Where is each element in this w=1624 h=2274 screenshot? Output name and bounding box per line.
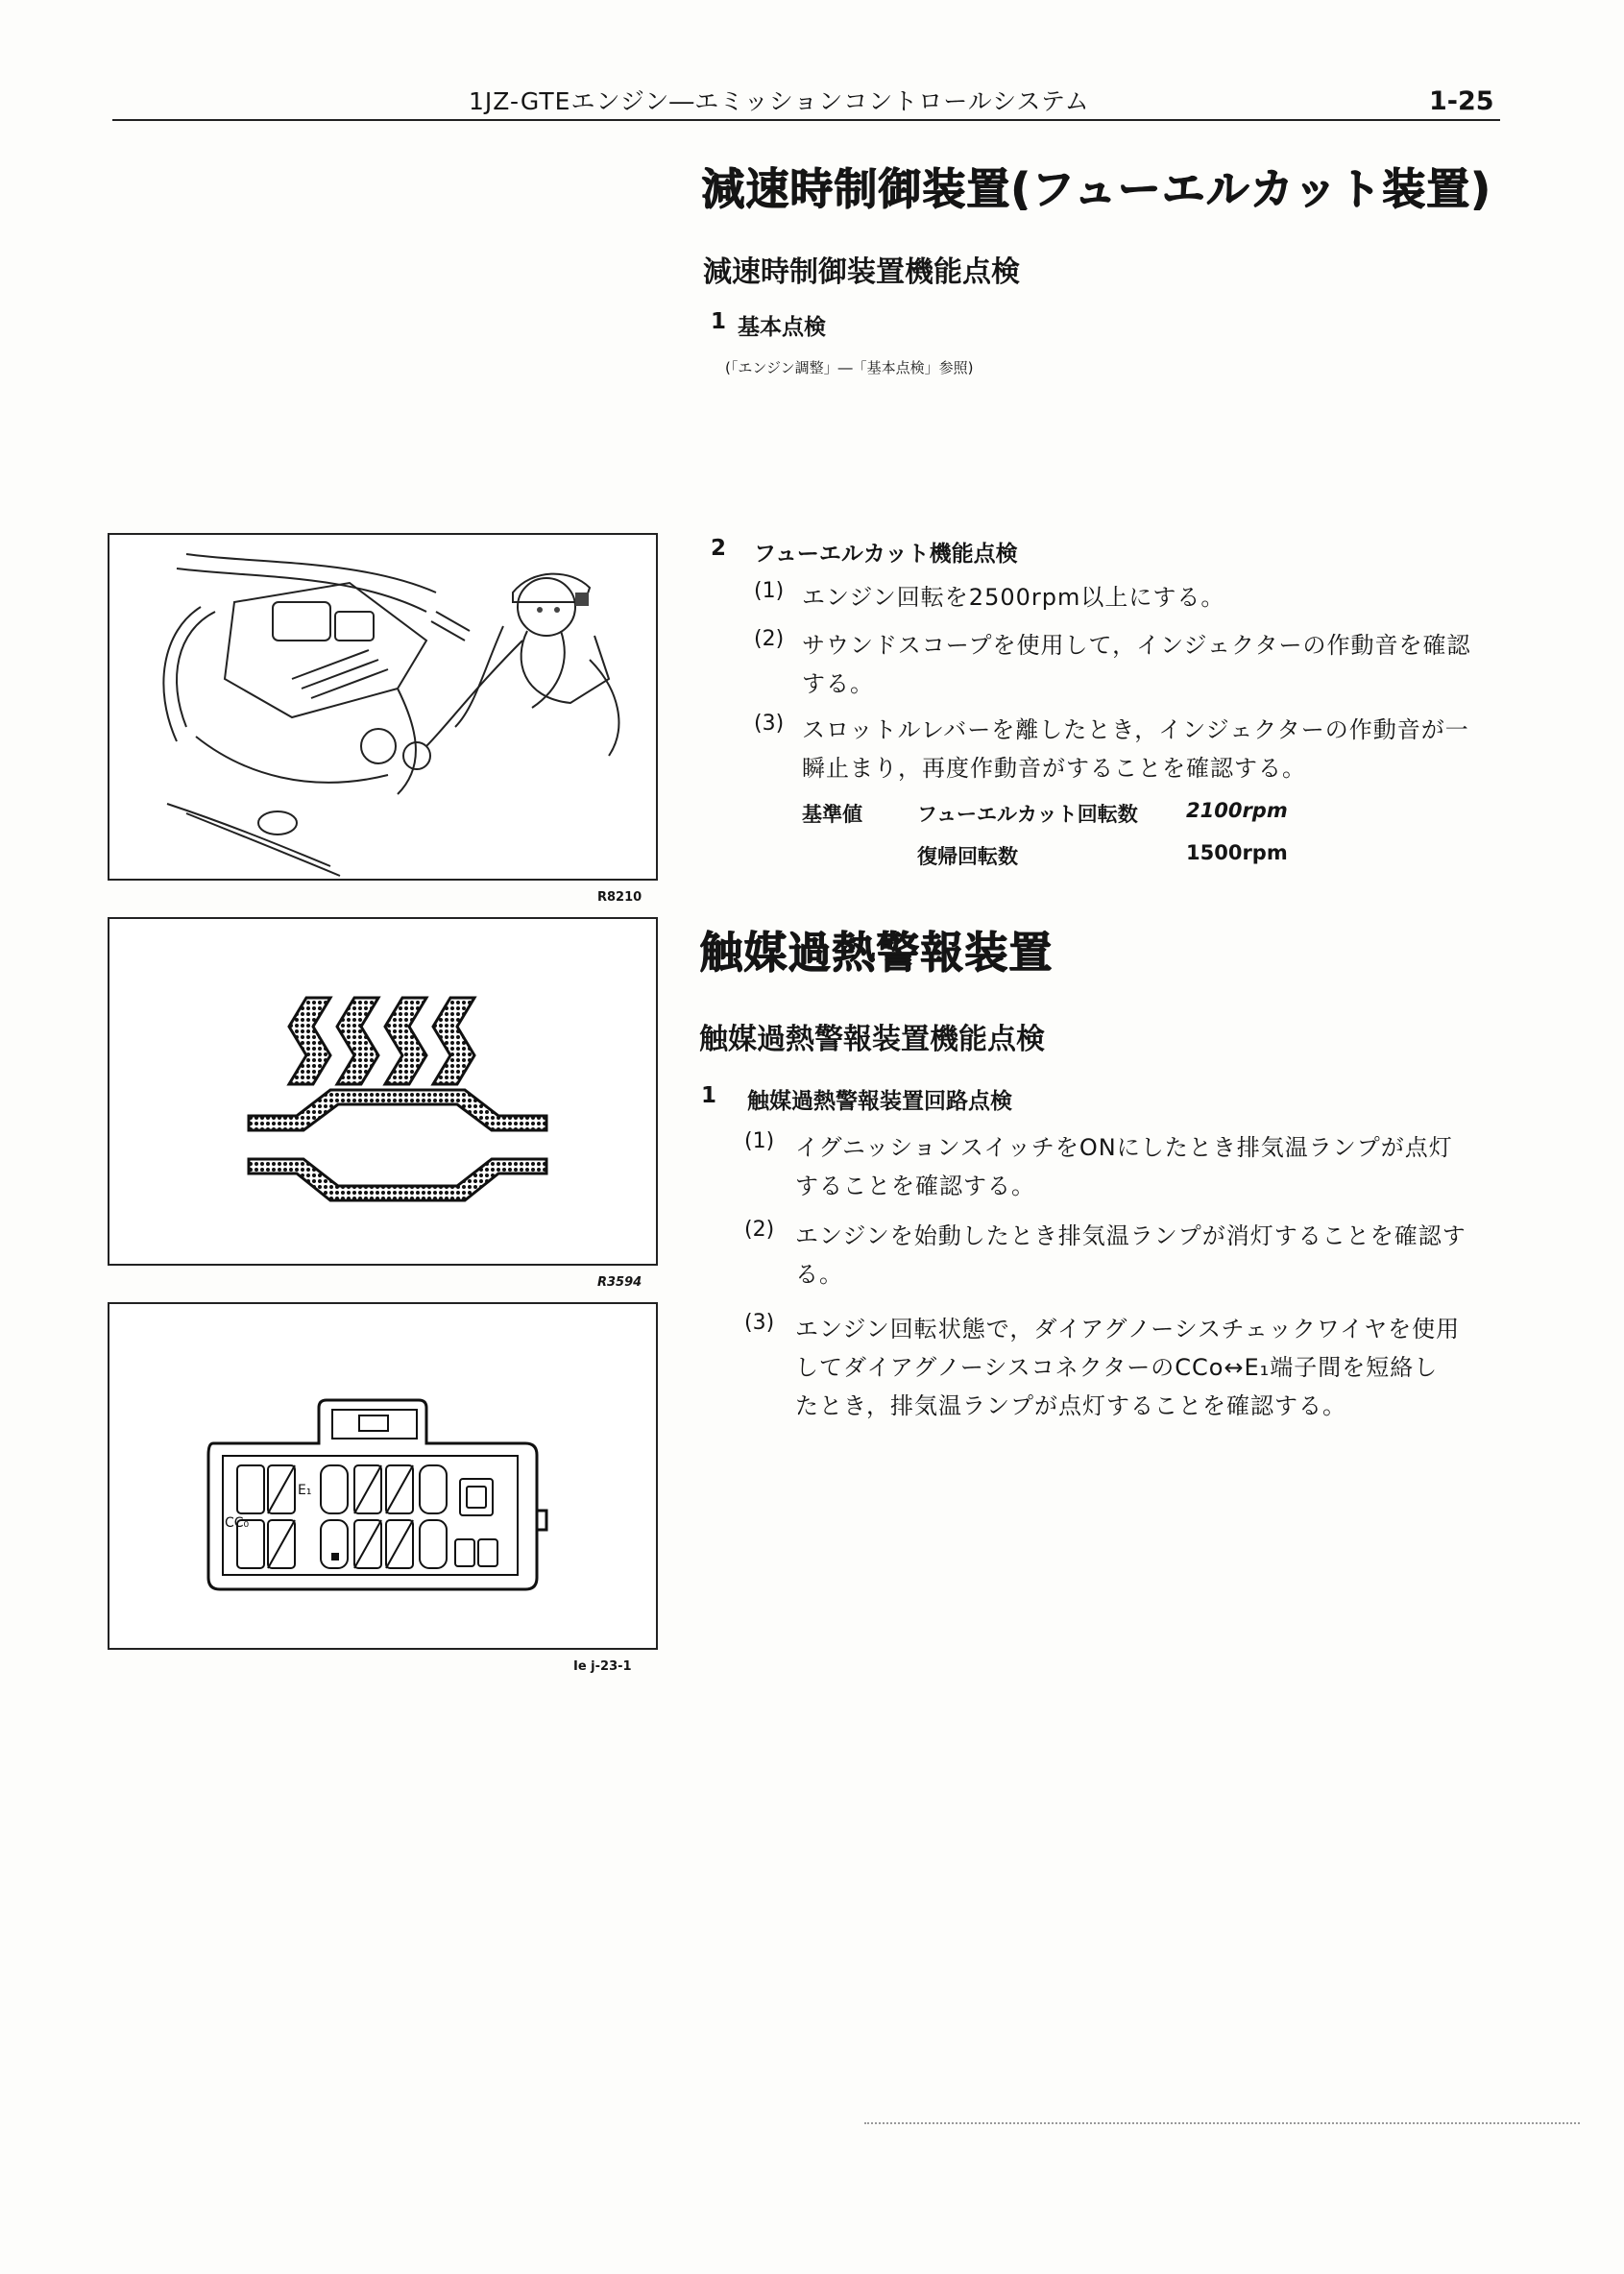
header-title: 1JZ-GTEエンジン―エミッションコントロールシステム	[469, 87, 1090, 115]
s1-step1-label: 基本点検	[738, 315, 826, 340]
engine-illustration	[109, 535, 656, 879]
s2-item1-line2: することを確認する。	[795, 1173, 1035, 1199]
figure3-code: Ie j-23-1	[573, 1659, 632, 1674]
section1-title: 減速時制御装置(フューエルカット装置)	[701, 163, 1491, 214]
footer-dotted-line	[864, 2122, 1580, 2124]
s1-step2-number: 2	[711, 536, 727, 561]
s1-step2-label: フューエルカット機能点検	[754, 542, 1018, 567]
catalyst-warning-illustration	[109, 919, 656, 1264]
figure-catalyst-symbol	[108, 917, 658, 1266]
section2-title: 触媒過熱警報装置	[699, 927, 1054, 978]
section1-subtitle: 減速時制御装置機能点検	[703, 255, 1020, 289]
figure-engine-soundscope	[108, 533, 658, 881]
s2-item1-num: (1)	[744, 1129, 775, 1153]
s1-item2-num: (2)	[754, 627, 785, 651]
s2-item3-line2: してダイアグノーシスコネクターのCCo↔E₁端子間を短絡し	[795, 1354, 1439, 1381]
figure-diagnosis-connector	[108, 1302, 658, 1650]
heat-waves-icon	[289, 998, 474, 1084]
s1-item2-line2: する。	[802, 670, 874, 697]
s1-step1-note: (「エンジン調整」―「基本点検」参照)	[725, 359, 974, 376]
s2-step1-number: 1	[701, 1083, 717, 1108]
s1-item1-line1: エンジン回転を2500rpm以上にする。	[802, 584, 1225, 611]
section2-subtitle: 触媒過熱警報装置機能点検	[699, 1023, 1045, 1056]
figure1-code: R8210	[597, 890, 642, 905]
s2-item1-line1: イグニッションスイッチをONにしたとき排気温ランプが点灯	[795, 1134, 1453, 1161]
s2-item3-num: (3)	[744, 1311, 775, 1335]
connector-e1-label: E₁	[298, 1483, 312, 1498]
s1-item3-line1: スロットルレバーを離したとき，インジェクターの作動音が一	[802, 716, 1469, 743]
s2-item3-line3: たとき，排気温ランプが点灯することを確認する。	[795, 1392, 1347, 1419]
page-number: 1-25	[1429, 86, 1494, 116]
figure2-code: R3594	[597, 1275, 642, 1290]
s2-step1-label: 触媒過熱警報装置回路点検	[747, 1089, 1012, 1114]
connector-illustration	[109, 1304, 656, 1648]
s2-item2-line1: エンジンを始動したとき排気温ランプが消灯することを確認す	[795, 1222, 1466, 1249]
s2-item2-num: (2)	[744, 1218, 775, 1242]
s1-item3-line2: 瞬止まり，再度作動音がすることを確認する。	[802, 755, 1306, 782]
connector-cc-label: CC₀	[225, 1515, 250, 1531]
s2-item2-line2: る。	[795, 1261, 843, 1288]
spec-row2-label: 復帰回転数	[917, 845, 1018, 868]
spec-row1-label: フューエルカット回転数	[917, 803, 1138, 826]
s2-item3-line1: エンジン回転状態で，ダイアグノーシスチェックワイヤを使用	[795, 1316, 1461, 1343]
s1-item1-num: (1)	[754, 579, 785, 603]
spec-row1-value: 2100rpm	[1186, 799, 1288, 822]
spec-label: 基準値	[802, 803, 862, 826]
spec-row2-value: 1500rpm	[1186, 841, 1288, 864]
header-rule	[112, 119, 1500, 121]
s1-item2-line1: サウンドスコープを使用して，インジェクターの作動音を確認	[802, 632, 1471, 659]
catalytic-converter-icon	[249, 1090, 546, 1200]
s1-step1-number: 1	[711, 309, 727, 334]
s1-item3-num: (3)	[754, 712, 785, 736]
